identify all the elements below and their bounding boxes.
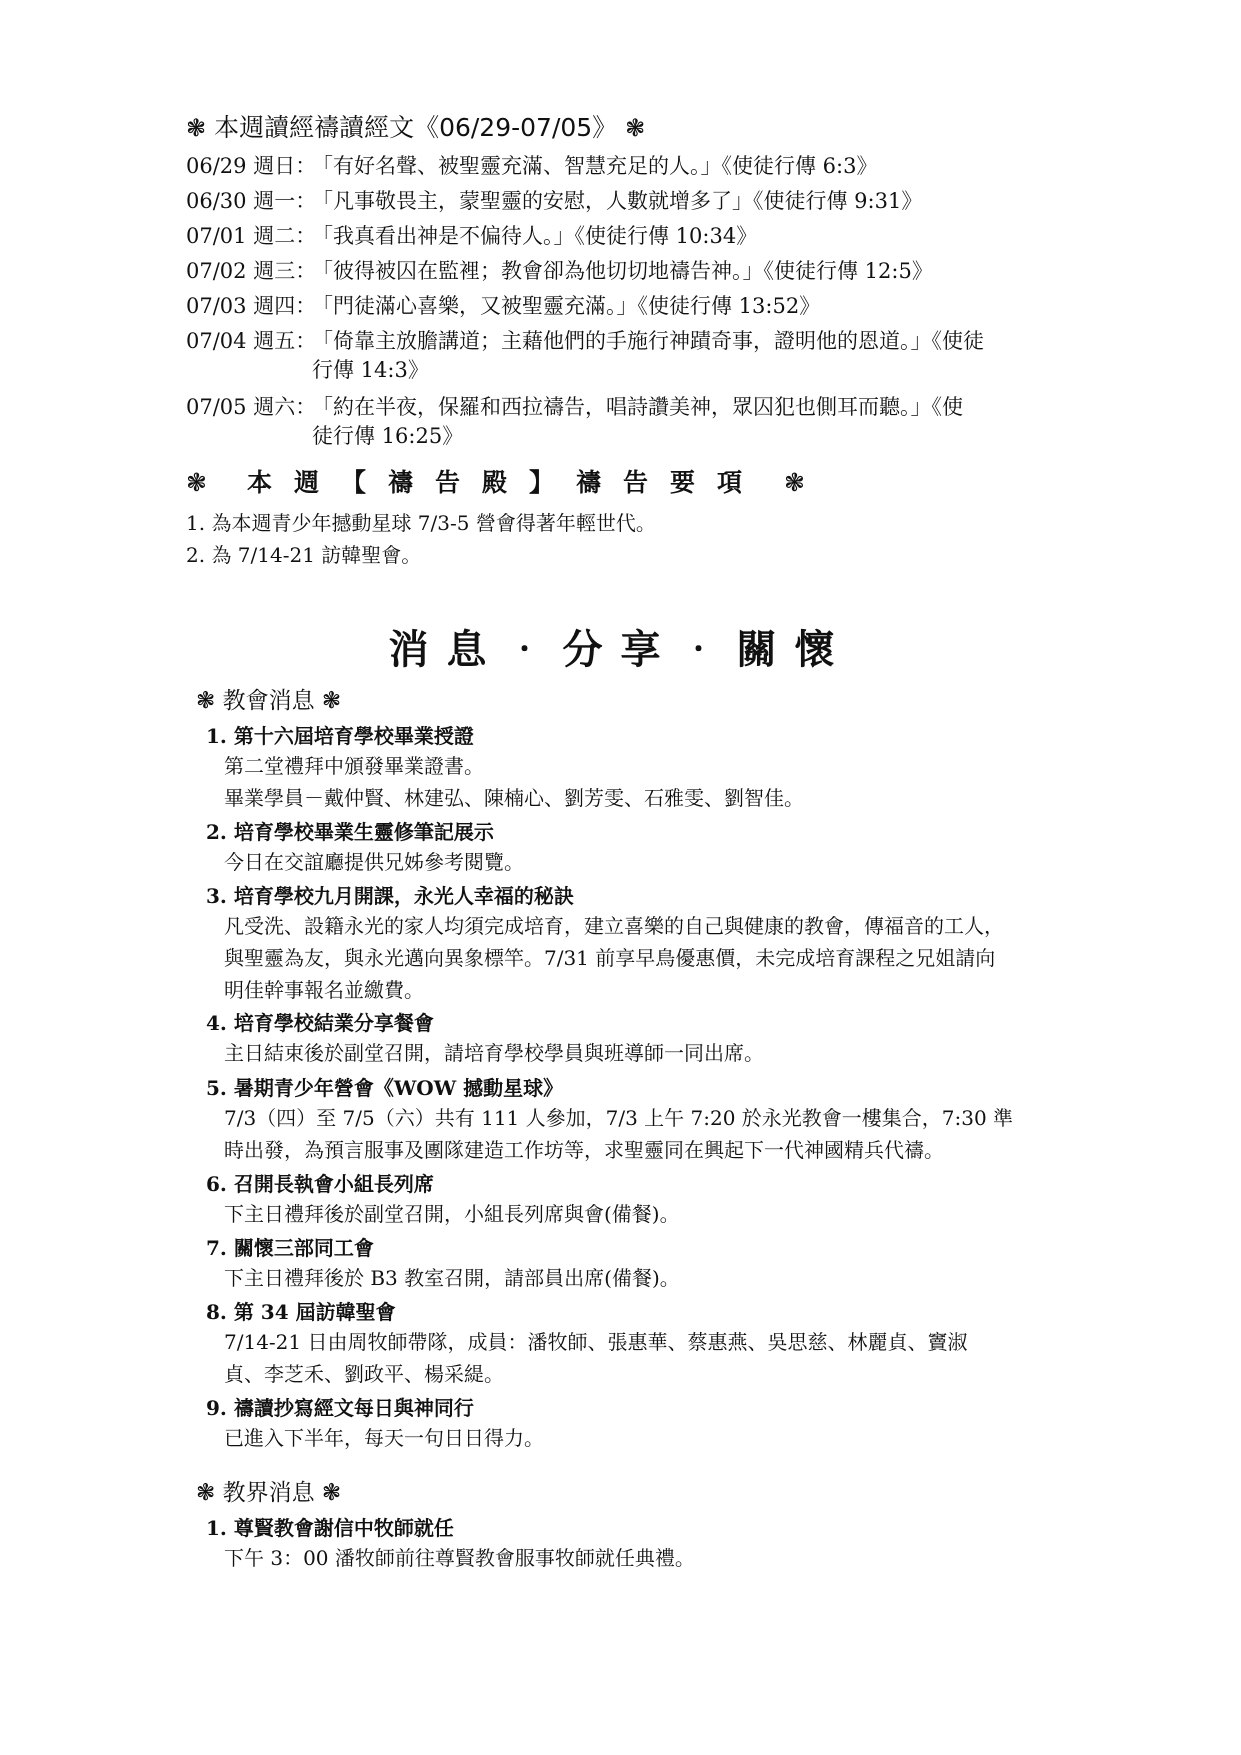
- news-item-heading: 1. 尊賢教會謝信中牧師就任: [206, 1516, 454, 1540]
- reading-row: [186, 292, 1212, 321]
- flower-icon: ❃: [321, 1480, 342, 1506]
- field-news-title-text: 教界消息: [222, 1480, 315, 1506]
- reading-day: 06/30 週一：: [186, 189, 317, 213]
- reading-row: [186, 187, 1212, 216]
- readings-title: [186, 108, 645, 144]
- news-item-heading: 2. 培育學校畢業生靈修筆記展示: [206, 820, 494, 844]
- news-item-body: [224, 1422, 1104, 1454]
- reading-row: [186, 393, 1202, 451]
- flower-icon: ❃: [186, 468, 207, 497]
- news-item-heading: 8. 第 34 屆訪韓聖會: [206, 1300, 396, 1324]
- reading-verse: 「彼得被囚在監裡；教會卻為他切切地禱告神。」《使徒行傳 12:5》: [312, 259, 933, 283]
- reading-verse: 「約在半夜，保羅和西拉禱告，唱詩讚美神，眾囚犯也側耳而聽。」《使: [312, 395, 963, 419]
- news-line: 7/3（四）至 7/5（六）共有 111 人參加，7/3 上午 7:20 於永光教會一樓集合，7:30 準: [224, 1106, 1014, 1130]
- flower-icon: ❃: [196, 1480, 216, 1506]
- news-item-body: [224, 1326, 1104, 1390]
- reading-verse: 「有好名聲、被聖靈充滿、智慧充足的人。」《使徒行傳 6:3》: [312, 154, 878, 178]
- reading-row: [186, 257, 1212, 286]
- news-line: 第二堂禮拜中頒發畢業證書。: [224, 754, 484, 778]
- news-line: 明佳幹事報名並繳費。: [224, 978, 424, 1002]
- flower-icon: ❃: [783, 468, 805, 497]
- news-item-body: [224, 846, 1104, 878]
- reading-verse-continued: 徒行傳 16:25》: [312, 424, 464, 448]
- news-line: 凡受洗、設籍永光的家人均須完成培育，建立喜樂的自己與健康的教會，傳福音的工人，: [224, 914, 1004, 938]
- reading-day: 07/01 週二：: [186, 224, 317, 248]
- news-line: 時出發，為預言服事及團隊建造工作坊等，求聖靈同在興起下一代神國精兵代禱。: [224, 1138, 944, 1162]
- news-line: 下午 3：00 潘牧師前往尊賢教會服事牧師就任典禮。: [224, 1546, 695, 1570]
- reading-day: 07/04 週五：: [186, 329, 317, 353]
- news-item-body: [224, 1198, 1104, 1230]
- news-item-body: [224, 750, 1104, 814]
- church-news-title: [196, 682, 341, 715]
- prayer-item: 1. 為本週青少年撼動星球 7/3-5 營會得著年輕世代。: [186, 511, 656, 535]
- flower-icon: ❃: [196, 688, 216, 714]
- news-item-body: [224, 910, 1104, 1006]
- news-item-body: [224, 1037, 1104, 1069]
- reading-day: 07/05 週六：: [186, 395, 317, 419]
- news-item-heading: 9. 禱讀抄寫經文每日與神同行: [206, 1396, 474, 1420]
- page-title: 消息‧分享‧關懷: [388, 626, 853, 673]
- church-news-title-text: 教會消息: [222, 688, 315, 714]
- field-news-title: [196, 1474, 341, 1507]
- flower-icon: ❃: [625, 114, 646, 142]
- news-line: 貞、李芝禾、劉政平、楊采緹。: [224, 1362, 504, 1386]
- reading-row: [186, 222, 1212, 251]
- reading-row: [186, 152, 1212, 181]
- reading-verse: 「門徒滿心喜樂，又被聖靈充滿。」《使徒行傳 13:52》: [312, 294, 821, 318]
- news-line: 主日結束後於副堂召開，請培育學校學員與班導師一同出席。: [224, 1041, 764, 1065]
- reading-day: 07/03 週四：: [186, 294, 317, 318]
- reading-verse: 「凡事敬畏主，蒙聖靈的安慰，人數就增多了」《使徒行傳 9:31》: [312, 189, 923, 213]
- reading-day: 06/29 週日：: [186, 154, 317, 178]
- reading-row: [186, 327, 1202, 385]
- news-item-heading: 7. 關懷三部同工會: [206, 1236, 374, 1260]
- news-item-heading: 4. 培育學校結業分享餐會: [206, 1011, 434, 1035]
- prayer-title: [186, 463, 806, 499]
- news-line: 已進入下半年，每天一句日日得力。: [224, 1426, 544, 1450]
- news-item-body: [224, 1102, 1104, 1166]
- prayer-title-text: 本週【禱告殿】禱告要項: [246, 468, 764, 497]
- news-line: 7/14-21 日由周牧師帶隊，成員：潘牧師、張惠華、蔡惠燕、吳思慈、林麗貞、竇淑: [224, 1330, 968, 1354]
- news-item-heading: 1. 第十六屆培育學校畢業授證: [206, 724, 474, 748]
- reading-verse-continued: 行傳 14:3》: [312, 358, 429, 382]
- readings-title-text: 本週讀經禱讀經文《06/29-07/05》: [214, 113, 618, 142]
- news-item-heading: 5. 暑期青少年營會《WOW 撼動星球》: [206, 1076, 564, 1100]
- news-item-heading: 3. 培育學校九月開課，永光人幸福的秘訣: [206, 884, 574, 908]
- flower-icon: ❃: [321, 688, 342, 714]
- flower-icon: ❃: [186, 114, 207, 142]
- news-line: 今日在交誼廳提供兄姊參考閱覽。: [224, 850, 524, 874]
- prayer-item: 2. 為 7/14-21 訪韓聖會。: [186, 543, 422, 567]
- news-line: 下主日禮拜後於 B3 教室召開，請部員出席(備餐)。: [224, 1266, 680, 1290]
- news-line: 畢業學員－戴仲賢、林建弘、陳楠心、劉芳雯、石雅雯、劉智佳。: [224, 786, 804, 810]
- reading-verse: 「我真看出神是不偏待人。」《使徒行傳 10:34》: [312, 224, 758, 248]
- news-line: 與聖靈為友，與永光邁向異象標竿。7/31 前享早鳥優惠價，未完成培育課程之兄姐請向: [224, 946, 996, 970]
- news-item-body: [224, 1262, 1104, 1294]
- news-line: 下主日禮拜後於副堂召開，小組長列席與會(備餐)。: [224, 1202, 680, 1226]
- news-item-body: [224, 1542, 1104, 1574]
- news-item-heading: 6. 召開長執會小組長列席: [206, 1172, 434, 1196]
- reading-day: 07/02 週三：: [186, 259, 317, 283]
- reading-verse: 「倚靠主放膽講道；主藉他們的手施行神蹟奇事，證明他的恩道。」《使徒: [312, 329, 984, 353]
